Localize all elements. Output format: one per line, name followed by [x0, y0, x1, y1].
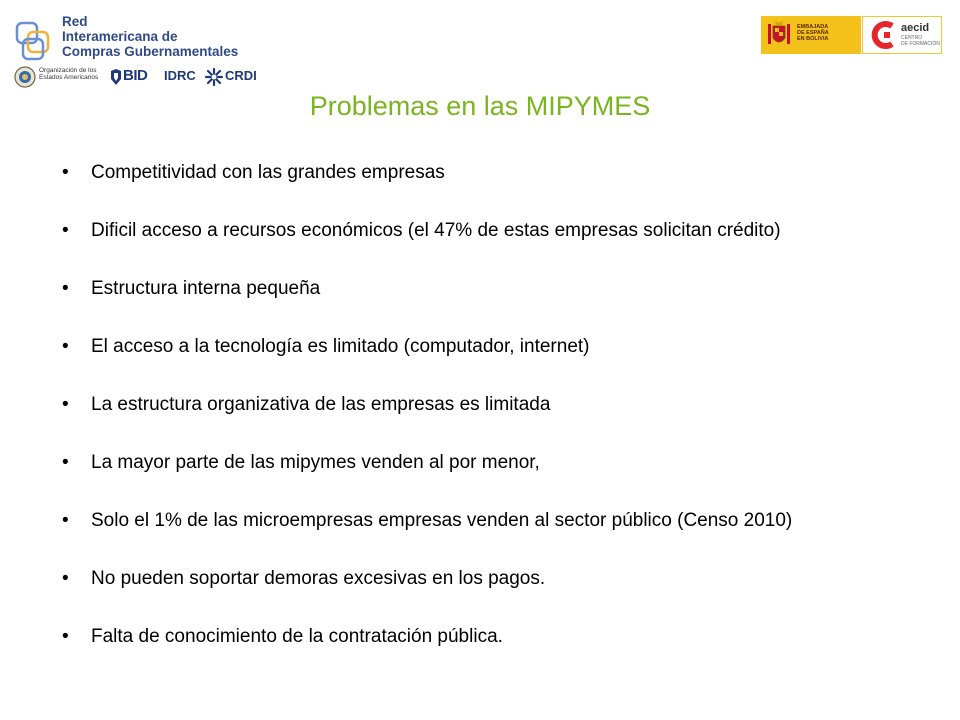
- bullet-marker: •: [62, 626, 69, 647]
- bullet-item: [62, 566, 922, 591]
- slide-title: Problemas en las MIPYMES: [309, 91, 651, 121]
- bullet-item: [62, 218, 922, 243]
- embassy-logo: [761, 16, 861, 54]
- bullet-item: [62, 508, 922, 533]
- bid-mark-icon: [109, 69, 123, 85]
- bullet-text: Falta de conocimiento de la contratación pública.: [91, 626, 503, 647]
- aecid-name: aecid: [901, 22, 930, 34]
- aecid-sub-line: CENTRO: [901, 35, 923, 41]
- bullet-text: La mayor parte de las mipymes venden al por menor,: [91, 452, 540, 473]
- coat-of-arms-icon: [766, 20, 792, 50]
- network-logo-text: [62, 14, 238, 59]
- aecid-logo: [862, 16, 942, 54]
- bullet-text: Dificil acceso a recursos económicos (el 47% de estas empresas solicitan crédito): [91, 220, 781, 241]
- bullet-text: El acceso a la tecnología es limitado (computador, internet): [91, 336, 590, 357]
- crdi-text: CRDI: [225, 68, 257, 83]
- bullet-marker: •: [62, 510, 69, 531]
- embassy-line: DE ESPAÑA: [797, 30, 829, 36]
- bullet-marker: •: [62, 452, 69, 473]
- network-logo: [14, 14, 254, 64]
- bullet-item: [62, 392, 922, 417]
- aecid-subtitle: [901, 36, 940, 47]
- partner-logos: [14, 64, 257, 90]
- bullet-item: [62, 160, 922, 185]
- bullet-item: [62, 624, 922, 649]
- bullet-marker: •: [62, 568, 69, 589]
- bullet-marker: •: [62, 394, 69, 415]
- bullet-marker: •: [62, 162, 69, 183]
- bullet-text: No pueden soportar demoras excesivas en los pagos.: [91, 568, 546, 589]
- oea-seal-icon: [14, 66, 36, 88]
- network-logo-line: Red: [62, 14, 88, 29]
- embassy-line: EMBAJADA: [797, 24, 829, 30]
- aecid-sub-line: DE FORMACIÓN: [901, 40, 940, 47]
- oea-text: Organización de los Estados Americanos: [39, 67, 99, 81]
- network-logo-line: Compras Gubernamentales: [62, 44, 239, 59]
- bullet-item: [62, 334, 922, 359]
- embassy-text: [797, 24, 829, 42]
- bullet-marker: •: [62, 336, 69, 357]
- bullet-marker: •: [62, 278, 69, 299]
- bullet-text: Competitividad con las grandes empresas: [91, 162, 445, 183]
- bullet-text: La estructura organizativa de las empresas es limitada: [91, 394, 551, 415]
- idrc-text: IDRC: [164, 68, 196, 83]
- bullet-text: Estructura interna pequeña: [91, 278, 321, 299]
- idrc-logo: [164, 67, 259, 87]
- bullet-item: [62, 276, 922, 301]
- network-logo-mark-icon: [14, 18, 58, 62]
- embassy-line: EN BOLIVIA: [797, 36, 829, 42]
- bullet-list: [62, 160, 922, 682]
- bid-text: BID: [123, 67, 148, 84]
- network-logo-line: Interamericana de: [62, 29, 178, 44]
- bullet-marker: •: [62, 220, 69, 241]
- aecid-mark-icon: [870, 21, 898, 49]
- idrc-star-icon: [204, 67, 224, 87]
- bullet-item: [62, 450, 922, 475]
- bullet-text: Solo el 1% de las microempresas empresas venden al sector público (Censo 2010): [91, 510, 793, 531]
